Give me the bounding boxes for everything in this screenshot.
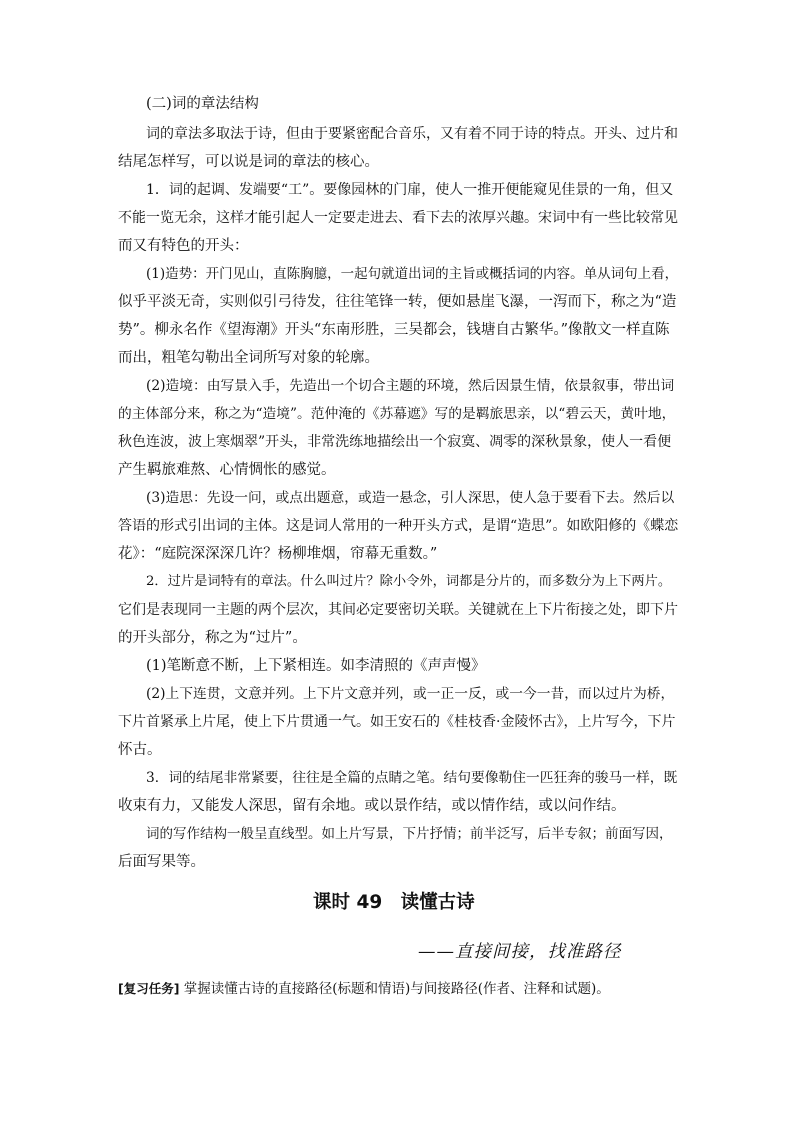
paragraph-line: 它们是表现同一主题的两个层次，其间必定要密切关联。关键就在上下片衔接之处，即下片 bbox=[118, 602, 678, 618]
paragraph-line: 词的章法多取法于诗，但由于要紧密配合音乐，又有着不同于诗的特点。开头、过片和 bbox=[146, 126, 678, 142]
paragraph-line: 而又有特色的开头： bbox=[118, 238, 249, 254]
paragraph-line: 收束有力，又能发人深思，留有余地。或以景作结，或以情作结，或以问作结。 bbox=[118, 798, 626, 814]
paragraph-line: 似乎平淡无奇，实则似引弓待发，往往笔锋一转，便如悬崖飞瀑，一泻而下，称之为“造 bbox=[118, 294, 677, 310]
paragraph-line: (2)造境：由写景入手，先造出一个切合主题的环境，然后因景生情，依景叙事，带出词 bbox=[146, 378, 675, 394]
paragraph-line: 怀古。 bbox=[118, 742, 162, 758]
paragraph-line: (1)笔断意不断，上下紧相连。如李清照的《声声慢》 bbox=[146, 658, 486, 674]
paragraph-line: 势”。柳永名作《望海潮》开头“东南形胜，三吴都会，钱塘自古繁华。”像散文一样直陈 bbox=[118, 322, 670, 338]
paragraph-line: 不能一览无余，这样才能引起人一定要走进去、看下去的浓厚兴趣。宋词中有一些比较常见 bbox=[118, 210, 678, 226]
lesson-title: 课时 49 读懂古诗 bbox=[313, 892, 475, 913]
review-task-text: 掌握读懂古诗的直接路径(标题和情语)与间接路径(作者、注释和试题)。 bbox=[183, 981, 610, 997]
paragraph-line: (1)造势：开门见山，直陈胸臆，一起句就道出词的主旨或概括词的内容。单从词句上看， bbox=[146, 266, 679, 282]
paragraph-line: 答语的形式引出词的主体。这是词人常用的一种开头方式，是谓“造思”。如欧阳修的《蝶恋 bbox=[118, 518, 679, 534]
paragraph-line: 秋色连波，波上寒烟翠”开头，非常洗练地描绘出一个寂寞、凋零的深秋景象，使人一看便 bbox=[118, 434, 672, 450]
paragraph-line: 下片首紧承上片尾，使上下片贯通一气。如王安石的《桂枝香·金陵怀古》，上片写今，下片 bbox=[118, 714, 676, 730]
paragraph-line: 结尾怎样写，可以说是词的章法的核心。 bbox=[118, 154, 379, 170]
review-task-tag: [复习任务] bbox=[118, 981, 180, 996]
paragraph-line: 词的写作结构一般呈直线型。如上片写景，下片抒情；前半泛写，后半专叙；前面写因， bbox=[146, 826, 673, 842]
paragraph-line: 后面写果等。 bbox=[118, 854, 205, 870]
paragraph-line: (3)造思：先设一问，或点出题意，或造一悬念，引人深思，使人急于要看下去。然后以 bbox=[146, 490, 675, 506]
paragraph-line: (2)上下连贯，文意并列。上下片文意并列，或一正一反，或一今一昔，而以过片为桥， bbox=[146, 686, 675, 702]
paragraph-line: 1．词的起调、发端要“工”。要像园林的门扉，使人一推开便能窥见佳景的一角，但又 bbox=[146, 182, 674, 198]
lesson-subtitle: ——直接间接，找准路径 bbox=[418, 942, 622, 962]
paragraph-line: 3．词的结尾非常紧要，往往是全篇的点睛之笔。结句要像勒住一匹狂奔的骏马一样，既 bbox=[146, 770, 678, 786]
paragraph-line: 2．过片是词特有的章法。什么叫过片？除小令外，词都是分片的，而多数分为上下两片。 bbox=[146, 574, 672, 589]
paragraph-line: 的主体部分来，称之为“造境”。范仲淹的《苏幕遮》写的是羁旅思亲，以“碧云天，黄叶地， bbox=[118, 406, 676, 422]
review-task bbox=[118, 980, 610, 998]
paragraph-line: 花》：“庭院深深深几许？杨柳堆烟，帘幕无重数。” bbox=[118, 546, 438, 562]
paragraph-line: 而出，粗笔勾勒出全词所写对象的轮廓。 bbox=[118, 350, 379, 366]
paragraph-line: 产生羁旅难熬、心情惆怅的感觉。 bbox=[118, 462, 336, 478]
paragraph-line: 的开头部分，称之为“过片”。 bbox=[118, 630, 307, 646]
section-heading: (二)词的章法结构 bbox=[146, 96, 259, 112]
